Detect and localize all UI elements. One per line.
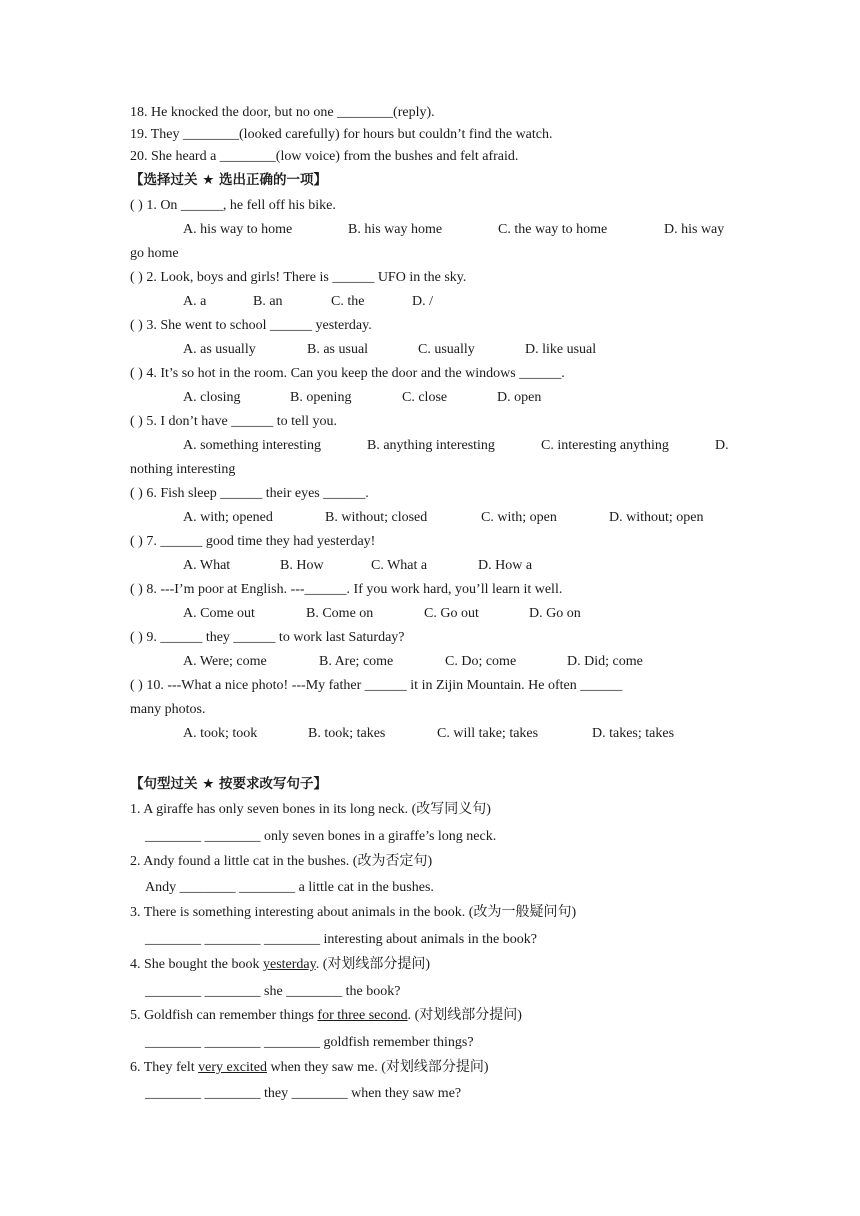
question-9-option-c: C. Do; come <box>445 654 517 669</box>
rewrite-4-text: 4. She bought the book <box>130 957 263 972</box>
rewrite-5-answer: ________ ________ ________ goldfish remember things? <box>145 1035 474 1050</box>
rewrite-4-question <box>130 956 430 974</box>
question-4-option-c: C. close <box>402 390 448 405</box>
rewrite-5-underlined: for three second <box>317 1008 408 1023</box>
question-2-option-c: C. the <box>331 294 365 309</box>
rewrite-1-answer: ________ ________ only seven bones in a giraffe’s long neck. <box>145 829 497 844</box>
question-9-option-b: B. Are; come <box>319 654 394 669</box>
rewrite-4-instruction: . (对划线部分提问) <box>315 957 431 972</box>
question-7-option-b: B. How <box>280 558 324 573</box>
fill-item-20: 20. She heard a ________(low voice) from the bushes and felt afraid. <box>130 149 519 164</box>
rewrite-4-underlined: yesterday <box>263 957 316 972</box>
question-5-stem: ( ) 5. I don’t have ______ to tell you. <box>130 414 337 429</box>
question-7-stem: ( ) 7. ______ good time they had yesterday! <box>130 534 376 549</box>
fill-item-18: 18. He knocked the door, but no one ________(reply). <box>130 105 435 120</box>
rewrite-6-question <box>130 1059 489 1077</box>
rewrite-3-answer: ________ ________ ________ interesting about animals in the book? <box>145 932 537 947</box>
question-6-option-a: A. with; opened <box>183 510 273 525</box>
question-5-option-d: D. <box>715 438 729 453</box>
question-1-wrap: go home <box>130 246 179 261</box>
question-1-option-b: B. his way home <box>348 222 443 237</box>
question-10-option-b: B. took; takes <box>308 726 386 741</box>
rewrite-1-question: 1. A giraffe has only seven bones in its long neck. (改写同义句) <box>130 802 491 817</box>
question-2-stem: ( ) 2. Look, boys and girls! There is ______ UFO in the sky. <box>130 270 467 285</box>
question-1-option-a: A. his way to home <box>183 222 293 237</box>
question-10-wrap: many photos. <box>130 702 206 717</box>
question-9-option-d: D. Did; come <box>567 654 643 669</box>
question-5-option-a: A. something interesting <box>183 438 322 453</box>
question-3-option-c: C. usually <box>418 342 475 357</box>
rewrite-4-answer: ________ ________ she ________ the book? <box>145 984 401 999</box>
question-8-option-a: A. Come out <box>183 606 255 621</box>
question-8-option-d: D. Go on <box>529 606 581 621</box>
question-9-stem: ( ) 9. ______ they ______ to work last Saturday? <box>130 630 405 645</box>
rewrite-3-question: 3. There is something interesting about animals in the book. (改为一般疑问句) <box>130 905 577 920</box>
question-10-stem: ( ) 10. ---What a nice photo! ---My father ______ it in Zijin Mountain. He often ______ <box>130 678 623 693</box>
fill-item-19: 19. They ________(looked carefully) for hours but couldn’t find the watch. <box>130 127 553 142</box>
question-5-wrap: nothing interesting <box>130 462 236 477</box>
question-4-option-d: D. open <box>497 390 542 405</box>
question-6-option-b: B. without; closed <box>325 510 428 525</box>
section-heading-rewrite: 【句型过关 ★ 按要求改写句子】 <box>130 776 328 792</box>
question-4-option-a: A. closing <box>183 390 241 405</box>
question-7-option-a: A. What <box>183 558 231 573</box>
question-7-option-d: D. How a <box>478 558 533 573</box>
section-heading-choice: 【选择过关 ★ 选出正确的一项】 <box>130 172 328 188</box>
question-7-option-c: C. What a <box>371 558 428 573</box>
question-5-option-c: C. interesting anything <box>541 438 669 453</box>
question-10-option-a: A. took; took <box>183 726 258 741</box>
question-6-stem: ( ) 6. Fish sleep ______ their eyes ______. <box>130 486 369 501</box>
rewrite-5-text: 5. Goldfish can remember things <box>130 1008 318 1023</box>
rewrite-2-answer: Andy ________ ________ a little cat in the bushes. <box>145 880 434 895</box>
question-8-option-c: C. Go out <box>424 606 479 621</box>
rewrite-5-question <box>130 1007 522 1025</box>
question-1-option-d: D. his way <box>664 222 725 237</box>
rewrite-6-underlined: very excited <box>198 1060 267 1075</box>
question-10-option-d: D. takes; takes <box>592 726 675 741</box>
rewrite-6-text: 6. They felt <box>130 1060 199 1075</box>
rewrite-6-instruction: when they saw me. (对划线部分提问) <box>266 1060 489 1075</box>
question-4-option-b: B. opening <box>290 390 352 405</box>
question-10-option-c: C. will take; takes <box>437 726 539 741</box>
question-1-stem: ( ) 1. On ______, he fell off his bike. <box>130 198 336 213</box>
question-3-option-a: A. as usually <box>183 342 256 357</box>
question-2-option-a: A. a <box>183 294 207 309</box>
rewrite-6-answer: ________ ________ they ________ when they saw me? <box>145 1086 462 1101</box>
question-2-option-d: D. / <box>412 294 433 309</box>
question-8-stem: ( ) 8. ---I’m poor at English. ---______. If you work hard, you’ll learn it well. <box>130 582 563 597</box>
question-6-option-d: D. without; open <box>609 510 704 525</box>
question-6-option-c: C. with; open <box>481 510 557 525</box>
question-1-option-c: C. the way to home <box>498 222 608 237</box>
question-2-option-b: B. an <box>253 294 283 309</box>
rewrite-2-question: 2. Andy found a little cat in the bushes. (改为否定句) <box>130 854 433 869</box>
question-3-option-d: D. like usual <box>525 342 597 357</box>
question-3-stem: ( ) 3. She went to school ______ yesterday. <box>130 318 372 333</box>
question-8-option-b: B. Come on <box>306 606 374 621</box>
question-5-option-b: B. anything interesting <box>367 438 495 453</box>
rewrite-5-instruction: . (对划线部分提问) <box>407 1008 522 1023</box>
question-4-stem: ( ) 4. It’s so hot in the room. Can you keep the door and the windows ______. <box>130 366 565 381</box>
question-3-option-b: B. as usual <box>307 342 369 357</box>
question-9-option-a: A. Were; come <box>183 654 267 669</box>
